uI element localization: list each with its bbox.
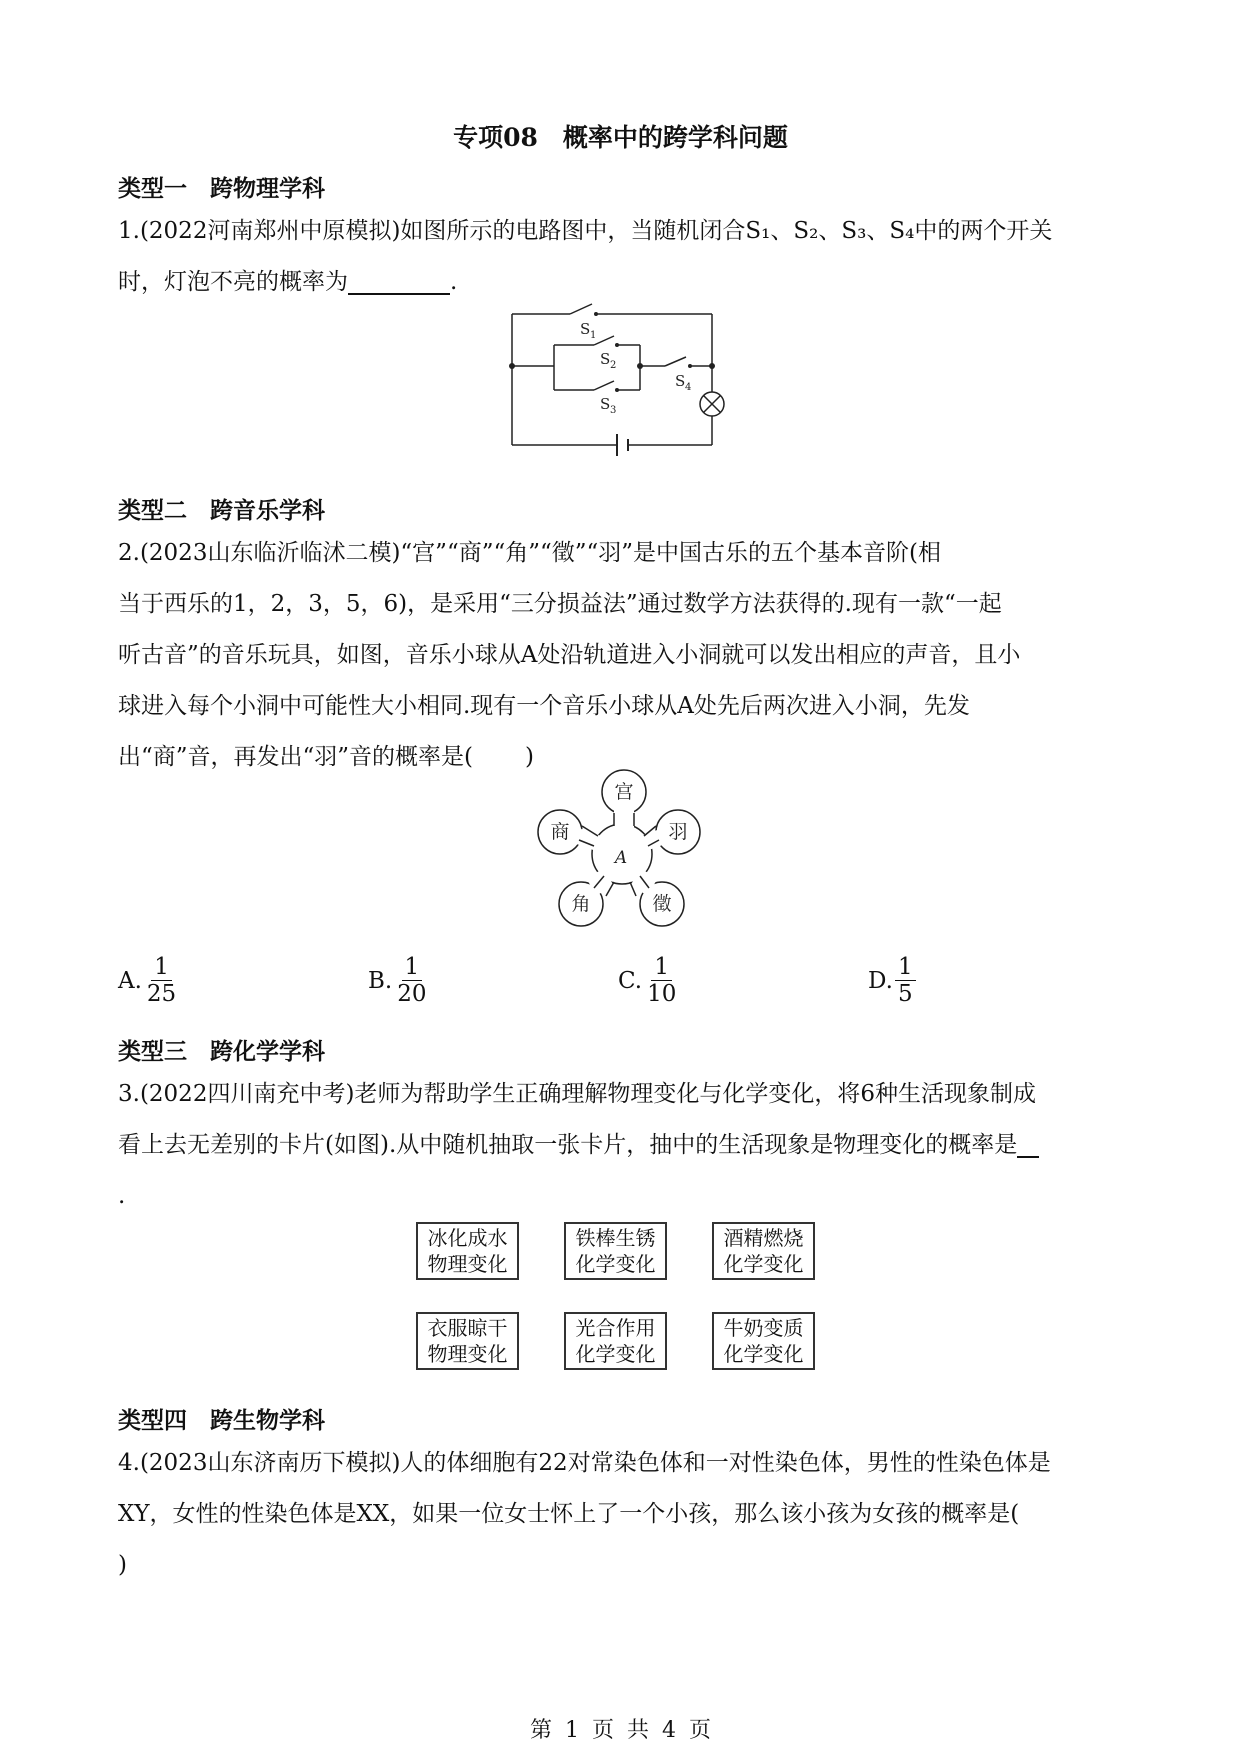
switch-label-s1: S — [580, 320, 591, 338]
page-footer: 第 1 页 共 4 页 — [530, 1718, 711, 1743]
question-2-line-2: 当于西乐的1，2，3，5，6)，是采用“三分损益法”通过数学方法获得的.现有一款“一起 — [118, 591, 1002, 617]
card-milk-spoil: 牛奶变质 化学变化 — [712, 1312, 815, 1370]
question-2-text — [118, 528, 1128, 783]
card-ice-to-water: 冰化成水 物理变化 — [416, 1222, 519, 1280]
question-3-line-2: 看上去无差别的卡片(如图).从中随机抽取一张卡片，抽中的生活现象是物理变化的概率是 — [118, 1120, 1128, 1171]
svg-text:2: 2 — [610, 360, 617, 371]
note-shang: 商 — [550, 821, 570, 843]
option-d: D. $\frac{1}{5}$ — [868, 954, 916, 1008]
answer-blank — [348, 270, 450, 295]
switch-label-s2: S — [600, 350, 611, 368]
circuit-diagram — [500, 300, 740, 460]
question-1-line-1: 1.(2022河南郑州中原模拟)如图所示的电路图中，当随机闭合S₁、S₂、S₃、S₄中的两个开关 — [118, 218, 1053, 244]
question-4-line-2: XY，女性的性染色体是XX，如果一位女士怀上了一个小孩，那么该小孩为女孩的概率是( — [118, 1501, 1020, 1527]
svg-text:4: 4 — [685, 382, 692, 393]
svg-text:3: 3 — [610, 405, 617, 416]
answer-blank — [1017, 1133, 1039, 1158]
note-jue: 角 — [571, 893, 591, 915]
option-b: B. $\frac{1}{20}$ — [368, 954, 427, 1008]
card-iron-rust: 铁棒生锈 化学变化 — [564, 1222, 667, 1280]
section-heading-chemistry: 类型三 跨化学学科 — [118, 1038, 325, 1065]
option-c: C. $\frac{1}{10}$ — [618, 954, 677, 1008]
question-4-line-3: ) — [118, 1552, 127, 1578]
switch-label-s4: S — [675, 372, 686, 390]
svg-text:1: 1 — [590, 330, 597, 341]
question-2-line-5: 出“商”音，再发出“羽”音的概率是( ) — [118, 744, 534, 770]
page-title: 专项08 概率中的跨学科问题 — [453, 123, 788, 152]
card-photosynthesis: 光合作用 化学变化 — [564, 1312, 667, 1370]
option-a: A. $\frac{1}{25}$ — [118, 954, 177, 1008]
card-alcohol-burn: 酒精燃烧 化学变化 — [712, 1222, 815, 1280]
question-4-text — [118, 1438, 1128, 1591]
section-heading-music: 类型二 跨音乐学科 — [118, 497, 325, 524]
note-zhi: 徵 — [652, 893, 672, 915]
section-heading-physics: 类型一 跨物理学科 — [118, 175, 325, 202]
question-1-text — [118, 206, 1128, 308]
note-gong: 宫 — [614, 781, 634, 803]
question-4-line-1: 4.(2023山东济南历下模拟)人的体细胞有22对常染色体和一对性染色体，男性的性染色体是 — [118, 1450, 1051, 1476]
music-toy-diagram — [528, 768, 708, 938]
question-3-line-1: 3.(2022四川南充中考)老师为帮助学生正确理解物理变化与化学变化，将6种生活现象制成 — [118, 1081, 1037, 1107]
question-1-line-2: 时，灯泡不亮的概率为 . — [118, 269, 458, 295]
switch-label-s3: S — [600, 395, 611, 413]
note-yu: 羽 — [668, 821, 688, 843]
card-clothes-dry: 衣服晾干 物理变化 — [416, 1312, 519, 1370]
question-3-text — [118, 1069, 1128, 1222]
section-heading-biology: 类型四 跨生物学科 — [118, 1407, 325, 1434]
question-2-line-1: 2.(2023山东临沂临沭二模)“宫”“商”“角”“徵”“羽”是中国古乐的五个基本音阶(相 — [118, 540, 941, 566]
start-point-a: A — [614, 848, 628, 868]
question-2-line-4: 球进入每个小洞中可能性大小相同.现有一个音乐小球从A处先后两次进入小洞，先发 — [118, 693, 970, 719]
question-2-line-3: 听古音”的音乐玩具，如图，音乐小球从A处沿轨道进入小洞就可以发出相应的声音，且小 — [118, 642, 1021, 668]
question-3-line-3: . — [118, 1183, 126, 1209]
